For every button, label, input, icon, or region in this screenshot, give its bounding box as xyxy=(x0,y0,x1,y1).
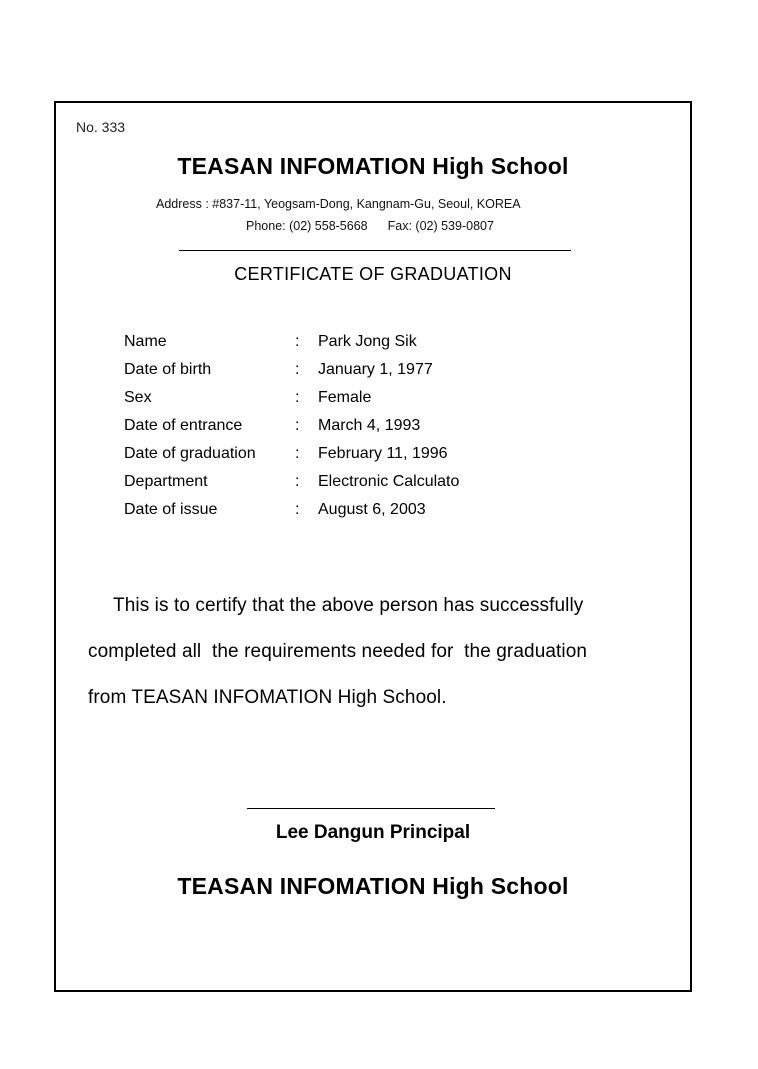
field-value: March 4, 1993 xyxy=(318,417,421,434)
contact-line xyxy=(56,219,690,233)
signatory-name: Lee Dangun Principal xyxy=(275,822,471,843)
statement-line: completed all the requirements needed for the graduation xyxy=(88,641,588,662)
field-label: Department xyxy=(124,473,208,490)
field-row-date-of-graduation xyxy=(124,445,624,473)
field-separator: : xyxy=(295,445,300,462)
field-label: Sex xyxy=(124,389,152,406)
certificate-heading: CERTIFICATE OF GRADUATION xyxy=(234,264,512,284)
field-row-date-of-entrance xyxy=(124,417,624,445)
field-label: Name xyxy=(124,333,167,350)
field-label: Date of graduation xyxy=(124,445,256,462)
field-separator: : xyxy=(295,417,300,434)
fax-number: Fax: (02) 539-0807 xyxy=(387,219,494,233)
school-name-header: TEASAN INFOMATION High School xyxy=(177,153,569,179)
field-separator: : xyxy=(295,361,300,378)
field-row-date-of-issue xyxy=(124,501,624,529)
statement-line: This is to certify that the above person has successfully xyxy=(113,595,584,616)
field-value: January 1, 1977 xyxy=(318,361,433,378)
field-row-name xyxy=(124,333,624,361)
field-separator: : xyxy=(295,501,300,518)
certification-statement xyxy=(88,583,668,721)
field-label: Date of issue xyxy=(124,501,218,518)
field-row-department xyxy=(124,473,624,501)
field-value: Electronic Calculato xyxy=(318,473,460,490)
student-details xyxy=(124,333,624,529)
header-divider xyxy=(179,250,571,251)
field-separator: : xyxy=(295,333,300,350)
field-label: Date of birth xyxy=(124,361,212,378)
field-row-sex xyxy=(124,389,624,417)
field-row-date-of-birth xyxy=(124,361,624,389)
field-value: Park Jong Sik xyxy=(318,333,417,350)
field-value: August 6, 2003 xyxy=(318,501,426,518)
field-separator: : xyxy=(295,473,300,490)
school-address: Address : #837-11, Yeogsam-Dong, Kangnam-Gu, Seoul, KOREA xyxy=(156,197,521,211)
field-separator: : xyxy=(295,389,300,406)
certificate-frame xyxy=(54,101,692,992)
school-name-footer: TEASAN INFOMATION High School xyxy=(177,873,569,899)
field-value: Female xyxy=(318,389,372,406)
certificate-number: No. 333 xyxy=(76,119,126,135)
field-label: Date of entrance xyxy=(124,417,243,434)
statement-line: from TEASAN INFOMATION High School. xyxy=(88,687,447,708)
signature-line xyxy=(247,808,495,809)
phone-number: Phone: (02) 558-5668 xyxy=(246,219,368,233)
field-value: February 11, 1996 xyxy=(318,445,448,462)
